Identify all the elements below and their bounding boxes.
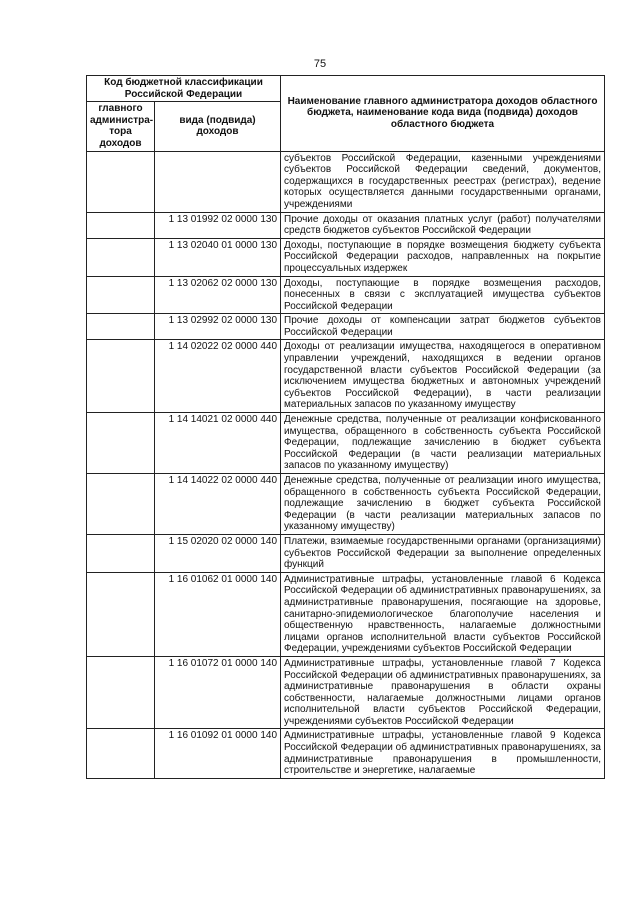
- table-row: [87, 276, 605, 314]
- name-cell: Денежные средства, полученные от реализации иного имущества, обращенного в собственность субъекта Российской Федерации, подлежащие зачислению в бюджет субъекта Российской Федерации (в части реализации материальных запасов по указанному имуществу): [281, 474, 605, 535]
- code-cell: 1 16 01062 01 0000 140: [155, 572, 281, 656]
- code-cell: 1 13 01992 02 0000 130: [155, 212, 281, 238]
- table-row: [87, 340, 605, 413]
- code-cell: 1 16 01092 01 0000 140: [155, 729, 281, 778]
- name-cell: Административные штрафы, установленные главой 6 Кодекса Российской Федерации об административных правонарушениях, за административные правонарушения, посягающие на здоровье, санитарно-эпидемиологическое благополучие населения и общественную нравственность, налагаемые должностными лицами органов исполнительной власти субъектов Российской Федерации, учреждениями субъектов Российской Федерации: [281, 572, 605, 656]
- code-cell: 1 16 01072 01 0000 140: [155, 656, 281, 729]
- name-cell: субъектов Российской Федерации, казенными учреждениями субъектов Российской Федерации сведений, документов, содержащихся в государственных реестрах (регистрах), ведение которых осуществляется данными государственными органами, учреждениями: [281, 151, 605, 212]
- header-group-title: Код бюджетной классификации Российской Федерации: [87, 76, 281, 102]
- admin-cell: [87, 212, 155, 238]
- code-cell: 1 14 14022 02 0000 440: [155, 474, 281, 535]
- admin-cell: [87, 340, 155, 413]
- table-row: [87, 656, 605, 729]
- code-cell: 1 14 02022 02 0000 440: [155, 340, 281, 413]
- name-cell: Денежные средства, полученные от реализации конфискованного имущества, обращенного в собственность субъекта Российской Федерации, подлежащие зачислению в бюджет субъекта Российской Федерации (в части реализации материальных запасов по указанному имуществу): [281, 413, 605, 474]
- page-number: 75: [313, 58, 327, 70]
- admin-cell: [87, 151, 155, 212]
- table-row: [87, 238, 605, 276]
- admin-cell: [87, 238, 155, 276]
- code-cell: 1 15 02020 02 0000 140: [155, 534, 281, 572]
- budget-classification-table: [86, 75, 605, 779]
- name-cell: Прочие доходы от оказания платных услуг (работ) получателями средств бюджетов субъектов Российской Федерации: [281, 212, 605, 238]
- table-row: [87, 729, 605, 778]
- admin-cell: [87, 314, 155, 340]
- code-cell: 1 14 14021 02 0000 440: [155, 413, 281, 474]
- code-cell: 1 13 02992 02 0000 130: [155, 314, 281, 340]
- name-cell: Прочие доходы от компенсации затрат бюджетов субъектов Российской Федерации: [281, 314, 605, 340]
- name-cell: Административные штрафы, установленные главой 9 Кодекса Российской Федерации об административных правонарушениях, за административные правонарушения в промышленности, строительстве и энергетике, налагаемые: [281, 729, 605, 778]
- name-cell: Платежи, взимаемые государственными органами (организациями) субъектов Российской Федерации за выполнение определенных функций: [281, 534, 605, 572]
- name-cell: Доходы, поступающие в порядке возмещения расходов, понесенных в связи с эксплуатацией имущества субъектов Российской Федерации: [281, 276, 605, 314]
- admin-cell: [87, 572, 155, 656]
- header-code-column: вида (подвида) доходов: [155, 102, 281, 151]
- name-cell: Административные штрафы, установленные главой 7 Кодекса Российской Федерации об административных правонарушениях, за административные правонарушения в области охраны собственности, налагаемые должностными лицами органов исполнительной власти субъектов Российской Федерации, учреждениями субъектов Российской Федерации: [281, 656, 605, 729]
- admin-cell: [87, 534, 155, 572]
- name-cell: Доходы, поступающие в порядке возмещения бюджету субъекта Российской Федерации расходов, направленных на покрытие процессуальных издержек: [281, 238, 605, 276]
- table-row: [87, 314, 605, 340]
- table-row: [87, 212, 605, 238]
- table-row: [87, 413, 605, 474]
- table-row: [87, 572, 605, 656]
- admin-cell: [87, 474, 155, 535]
- table-row: [87, 474, 605, 535]
- admin-cell: [87, 413, 155, 474]
- header-name-column: Наименование главного администратора доходов областного бюджета, наименование кода вида (подвида) доходов областного бюджета: [281, 76, 605, 152]
- table-row: [87, 151, 605, 212]
- code-cell: 1 13 02040 01 0000 130: [155, 238, 281, 276]
- admin-cell: [87, 729, 155, 778]
- admin-cell: [87, 656, 155, 729]
- table-row: [87, 534, 605, 572]
- header-admin-column: главного администра-тора доходов: [87, 102, 155, 151]
- admin-cell: [87, 276, 155, 314]
- code-cell: 1 13 02062 02 0000 130: [155, 276, 281, 314]
- name-cell: Доходы от реализации имущества, находящегося в оперативном управлении учреждений, находящихся в ведении органов государственной власти субъектов Российской Федерации (за исключением имущества бюджетных и автономных учреждений субъектов Российской Федерации), в части реализации материальных запасов по указанному имуществу: [281, 340, 605, 413]
- code-cell: [155, 151, 281, 212]
